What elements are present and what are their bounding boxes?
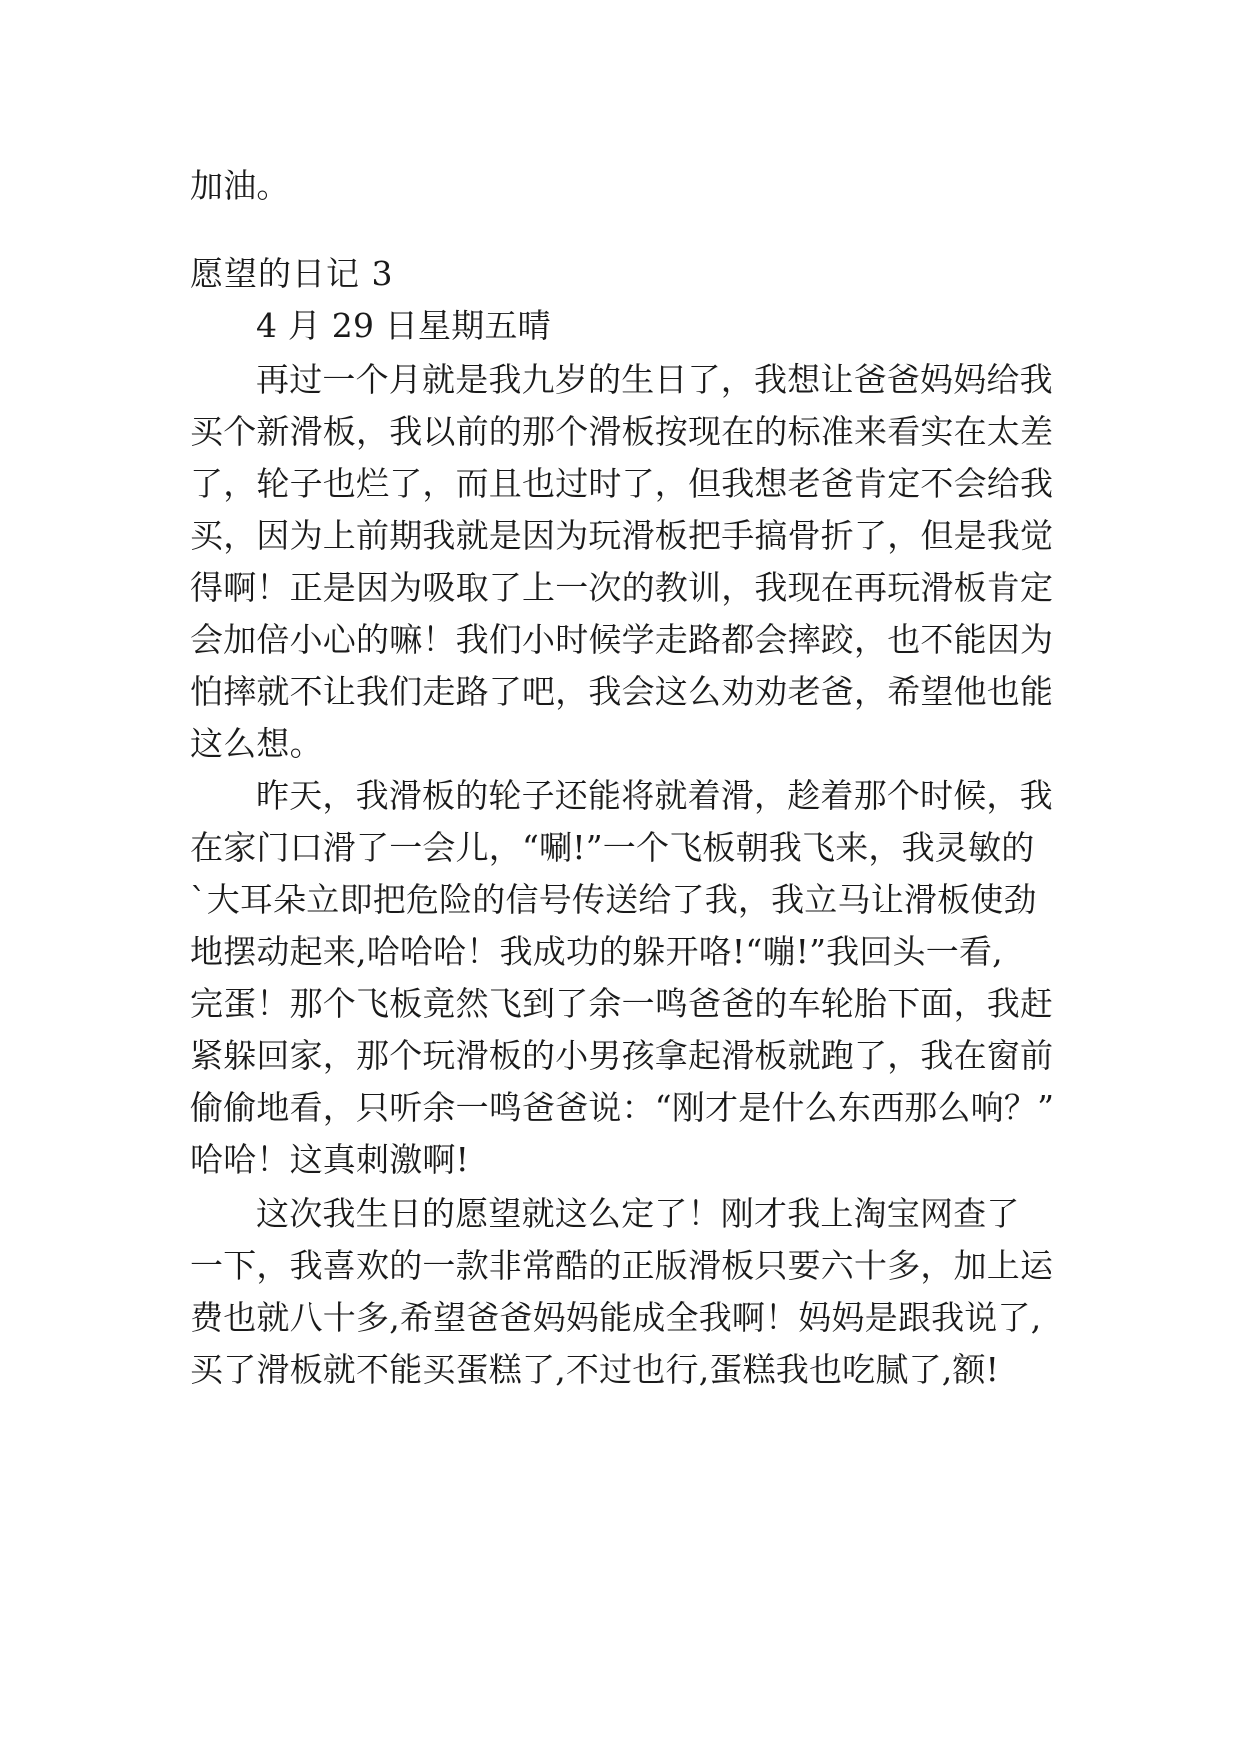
paragraph-line: 买个新滑板，我以前的那个滑板按现在的标准来看实在太差	[190, 412, 1054, 451]
paragraph-line: 偷偷地看，只听余一鸣爸爸说：“刚才是什么东西那么响？”	[190, 1088, 1055, 1127]
date-line: 4 月 29 日星期五晴	[256, 306, 551, 345]
paragraph-line: 哈哈！这真刺激啊!	[190, 1140, 470, 1179]
paragraph-line: 会加倍小心的嘛！我们小时候学走路都会摔跤，也不能因为	[190, 620, 1054, 659]
paragraph-line: 在家门口滑了一会儿，“唰!”一个飞板朝我飞来，我灵敏的	[190, 828, 1035, 867]
paragraph-line: 买，因为上前期我就是因为玩滑板把手搞骨折了，但是我觉	[190, 516, 1054, 555]
paragraph-line: 紧躲回家，那个玩滑板的小男孩拿起滑板就跑了，我在窗前	[190, 1036, 1054, 1075]
paragraph-line: 完蛋！那个飞板竟然飞到了余一鸣爸爸的车轮胎下面，我赶	[190, 984, 1054, 1023]
paragraph-line: 得啊！正是因为吸取了上一次的教训，我现在再玩滑板肯定	[190, 568, 1054, 607]
paragraph-line: 再过一个月就是我九岁的生日了，我想让爸爸妈妈给我	[256, 360, 1053, 399]
paragraph-line: 一下，我喜欢的一款非常酷的正版滑板只要六十多，加上运	[190, 1246, 1054, 1285]
text-fragment: 加油。	[190, 166, 290, 205]
paragraph-line: 这次我生日的愿望就这么定了！刚才我上淘宝网查了	[256, 1194, 1020, 1233]
paragraph-line: 了，轮子也烂了，而且也过时了，但我想老爸肯定不会给我	[190, 464, 1054, 503]
paragraph-line: 买了滑板就不能买蛋糕了,不过也行,蛋糕我也吃腻了,额!	[190, 1350, 1000, 1389]
paragraph-line: 怕摔就不让我们走路了吧，我会这么劝劝老爸，希望他也能	[190, 672, 1054, 711]
paragraph-line: 昨天，我滑板的轮子还能将就着滑，趁着那个时候，我	[256, 776, 1053, 815]
paragraph-line: `大耳朵立即把危险的信号传送给了我，我立马让滑板使劲	[190, 880, 1037, 919]
paragraph-line: 地摆动起来,哈哈哈！我成功的躲开咯!“嘣!”我回头一看,	[190, 932, 1003, 971]
paragraph-line: 这么想。	[190, 724, 323, 763]
paragraph-line: 费也就八十多,希望爸爸妈妈能成全我啊！妈妈是跟我说了,	[190, 1298, 1042, 1337]
diary-title: 愿望的日记 3	[190, 254, 394, 293]
